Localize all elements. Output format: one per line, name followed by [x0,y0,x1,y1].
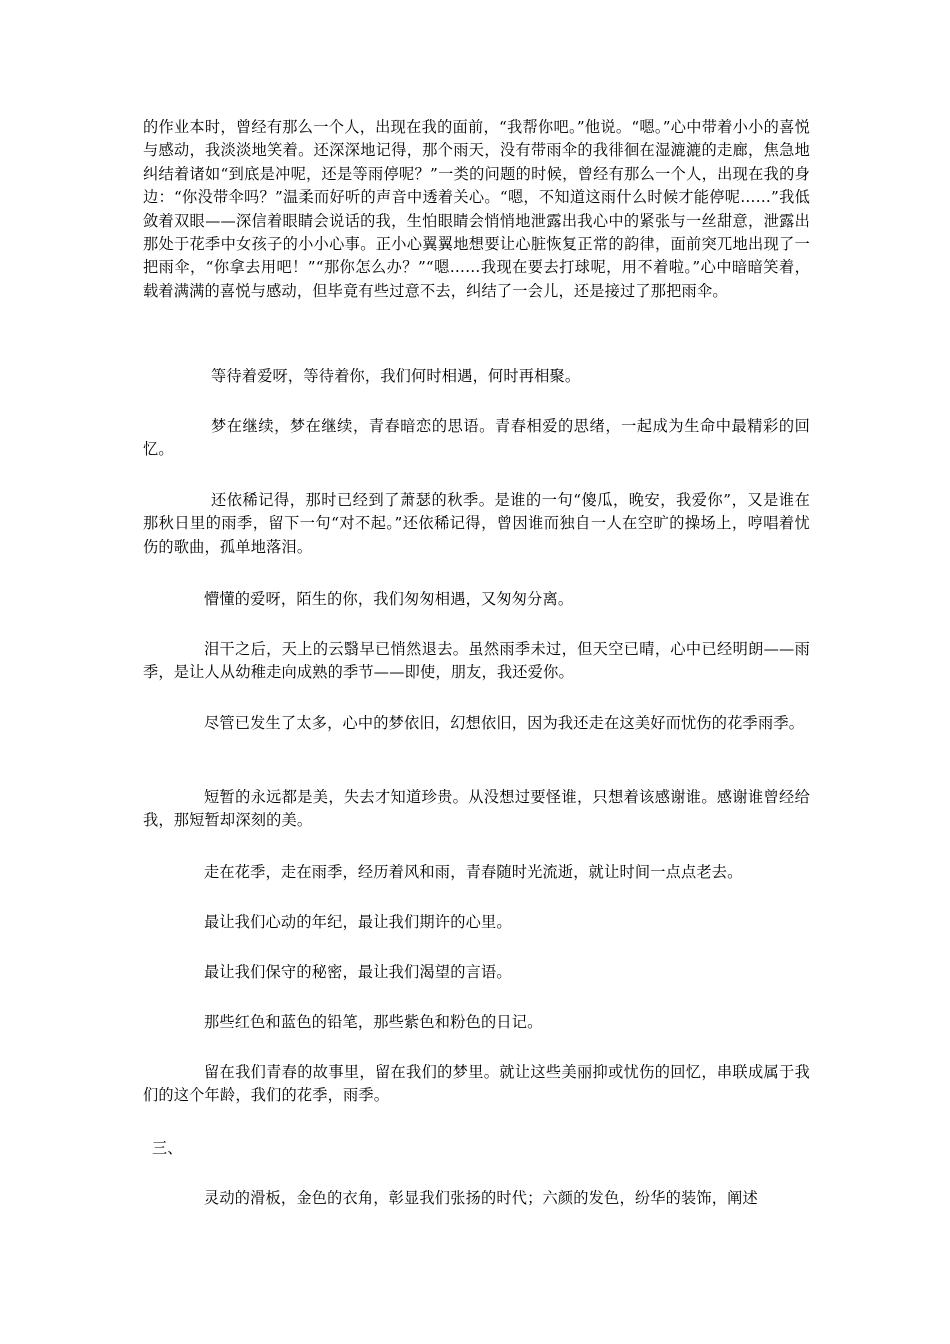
paragraph-dream-continues: 梦在继续，梦在继续，青春暗恋的思语。青春相爱的思绪，一起成为生命中最精彩的回忆。 [143,417,810,459]
paragraph-autumn-memory: 还依稀记得，那时已经到了萧瑟的秋季。是谁的一句“傻瓜，晚安，我爱你”，又是谁在那秋日里的雨季，留下一句“对不起。”还依稀记得，曾因谁而独自一人在空旷的操场上，哼唱着忧伤的歌曲，孤单地落泪。 [143,491,810,556]
paragraph-heart-age: 最让我们心动的年纪，最让我们期许的心里。 [204,913,512,931]
paragraph-short-beauty: 短暂的永远都是美，失去才知道珍贵。从没想过要怪谁，只想着该感谢谁。感谢谁曾经给我，那短暂却深刻的美。 [143,788,810,830]
paragraph-after-tears: 泪干之后，天上的云翳早已悄然退去。虽然雨季未过，但天空已晴，心中已经明朗——雨季，是让人从幼稚走向成熟的季节——即使，朋友，我还爱你。 [143,640,810,682]
paragraph-secrets: 最让我们保守的秘密，最让我们渴望的言语。 [204,963,512,981]
paragraph-waiting-love: 等待着爱呀，等待着你，我们何时相遇，何时再相聚。 [211,367,581,385]
paragraph-skateboard: 灵动的滑板，金色的衣角，彰显我们张扬的时代；六颜的发色，纷华的装饰，阐述 [204,1189,758,1207]
paragraph-pencils-diary: 那些红色和蓝色的铅笔，那些紫色和粉色的日记。 [204,1013,543,1031]
paragraph-walking-seasons: 走在花季，走在雨季，经历着风和雨，青春随时光流逝，就让时间一点点老去。 [204,863,743,881]
section-heading-three: 三、 [152,1139,183,1157]
paragraph-naive-love: 懵懂的爱呀，陌生的你，我们匆匆相遇，又匆匆分离。 [204,590,574,608]
paragraph-youth-stories: 留在我们青春的故事里，留在我们的梦里。就让这些美丽抑或忧伤的回忆，串联成属于我们的这个年龄，我们的花季，雨季。 [143,1063,810,1105]
paragraph-umbrella-memory: 的作业本时，曾经有那么一个人，出现在我的面前，“我帮你吧。”他说。“嗯。”心中带着小小的喜悦与感动，我淡淡地笑着。还深深地记得，那个雨天，没有带雨伞的我徘徊在湿漉漉的走廊，焦急地纠结着诸如“到底是冲呢，还是等雨停呢？”一类的问题的时候，曾经有那么一个人，出现在我的身边：“你没带伞吗？”温柔而好听的声音中透着关心。“嗯，不知道这雨什么时候才能停呢……”我低敛着双眼——深信着眼睛会说话的我，生怕眼睛会悄悄地泄露出我心中的紧张与一丝甜意，泄露出那处于花季中女孩子的小小心事。正小心翼翼地想要让心脏恢复正常的韵律，面前突兀地出现了一把雨伞，“你拿去用吧！”“那你怎么办？”“嗯……我现在要去打球呢，用不着啦。”心中暗暗笑着，载着满满的喜悦与感动，但毕竟有些过意不去，纠结了一会儿，还是接过了那把雨伞。 [143,118,810,300]
paragraph-dream-still: 尽管已发生了太多，心中的梦依旧，幻想依旧，因为我还走在这美好而忧伤的花季雨季。 [204,714,805,732]
